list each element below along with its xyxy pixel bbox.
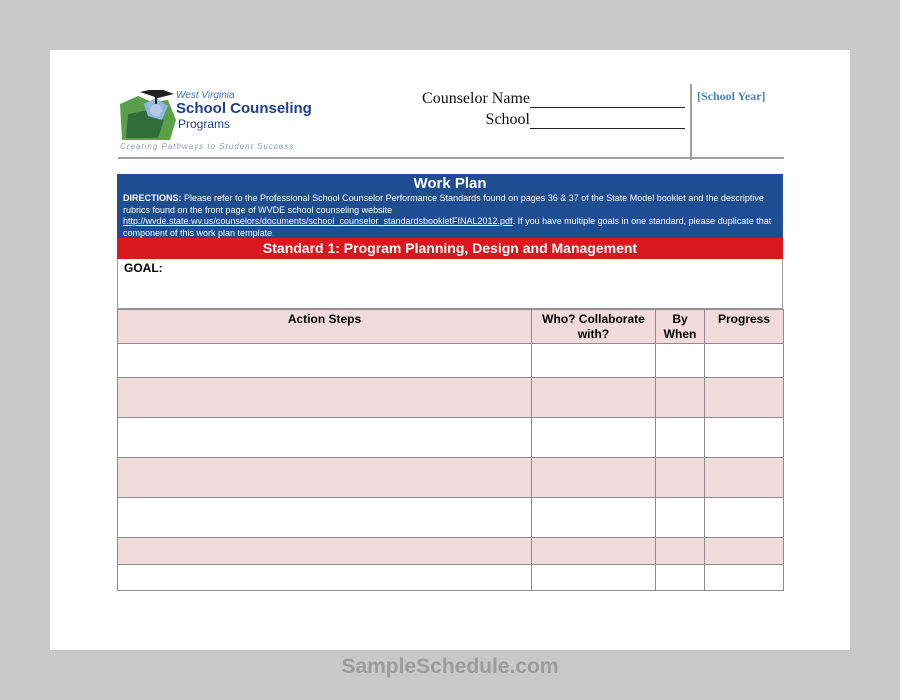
table-row [118,458,784,498]
table-cell[interactable] [656,418,705,458]
goal-box[interactable] [117,259,783,309]
column-header-action-steps: Action Steps [118,310,532,344]
work-plan-title: Work Plan [413,175,487,192]
table-cell[interactable] [705,378,784,418]
table-cell[interactable] [118,538,532,565]
action-plan-table [117,309,784,591]
logo-mark-icon [118,90,178,142]
counselor-name-blank[interactable] [530,92,685,108]
table-cell[interactable] [705,344,784,378]
table-header-row [118,310,784,344]
table-cell[interactable] [705,458,784,498]
logo-line-school-counseling: School Counseling [176,100,312,117]
table-cell[interactable] [705,418,784,458]
school-field[interactable] [486,111,685,129]
table-cell[interactable] [532,378,656,418]
work-plan-header [117,174,783,238]
directions-link[interactable]: http://wvde.state.wv.us/counselors/documents/school_counselor_standardsbookletFINAL2012.pdf [123,216,513,226]
table-row [118,565,784,591]
wv-school-counseling-logo [118,90,318,154]
table-row [118,538,784,565]
table-cell[interactable] [705,498,784,538]
table-cell[interactable] [656,498,705,538]
school-year-placeholder: [School Year] [697,89,766,103]
table-cell[interactable] [705,565,784,591]
table-cell[interactable] [532,458,656,498]
table-cell[interactable] [118,498,532,538]
table-cell[interactable] [532,498,656,538]
table-cell[interactable] [656,538,705,565]
table-cell[interactable] [532,538,656,565]
standard-title: Standard 1: Program Planning, Design and Management [117,238,783,259]
table-row [118,418,784,458]
table-row [118,378,784,418]
column-header-who: Who? Collaborate with? [532,310,656,344]
header-vertical-divider [690,84,692,160]
table-cell[interactable] [532,565,656,591]
logo-line-west-virginia: West Virginia [176,90,235,101]
table-cell[interactable] [118,344,532,378]
logo-tagline: Creating Pathways to Student Success [120,142,295,151]
table-row [118,498,784,538]
directions-body-1: Please refer to the Professional School Counselor Performance Standards found on pages 36 & 37 of the State Model booklet and the descriptive rubrics found on the front page of WVDE school counseling website [123,193,764,215]
table-cell[interactable] [656,458,705,498]
table-cell[interactable] [118,418,532,458]
header-horizontal-divider [118,157,784,159]
counselor-name-field[interactable] [422,90,685,108]
table-cell[interactable] [118,378,532,418]
goal-label: GOAL: [124,261,163,275]
directions-text [117,193,783,239]
column-header-progress: Progress [705,310,784,344]
directions-body-2: . If you have multiple goals in one standard, please duplicate that component of this work plan template. [123,216,772,238]
table-row [118,344,784,378]
table-cell[interactable] [532,344,656,378]
column-header-by-when: By When [656,310,705,344]
table-cell[interactable] [705,538,784,565]
counselor-name-label: Counselor Name [422,90,530,107]
table-cell[interactable] [656,344,705,378]
table-cell[interactable] [118,565,532,591]
table-cell[interactable] [118,458,532,498]
school-blank[interactable] [530,113,685,129]
school-label: School [485,111,530,128]
table-cell[interactable] [656,565,705,591]
logo-line-programs: Programs [178,117,231,131]
table-cell[interactable] [532,418,656,458]
directions-label: DIRECTIONS: [123,193,182,203]
watermark: SampleSchedule.com [341,655,559,678]
table-cell[interactable] [656,378,705,418]
